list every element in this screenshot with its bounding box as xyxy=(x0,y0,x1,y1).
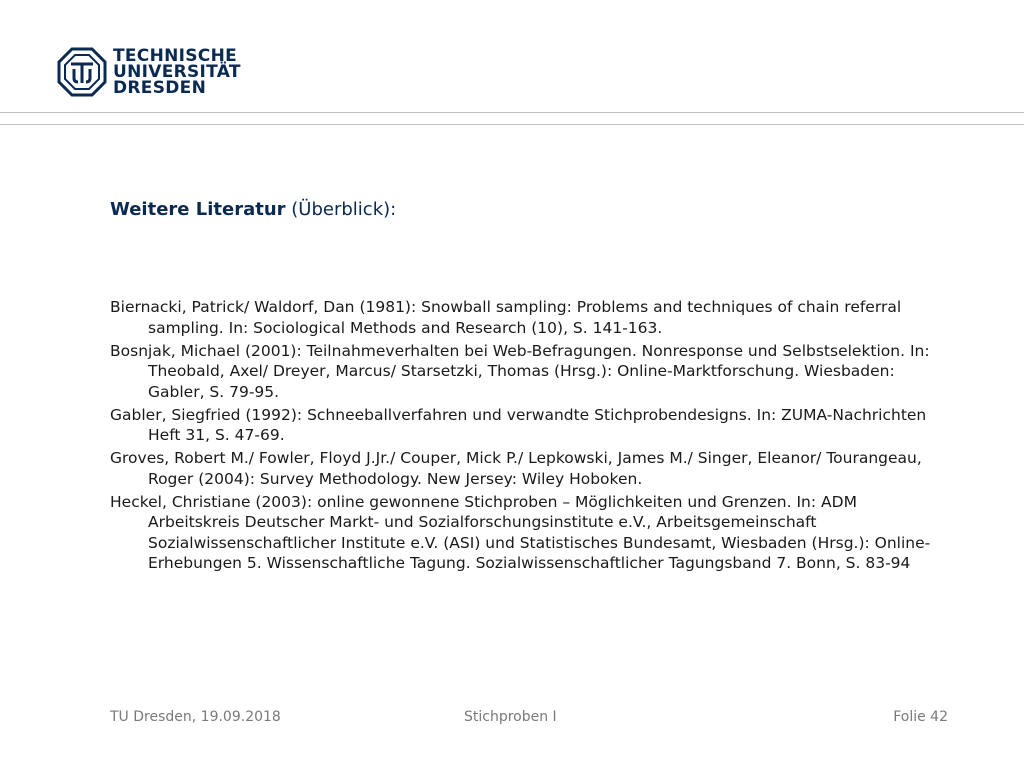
footer-title: Stichproben I xyxy=(464,709,557,725)
reference-list xyxy=(110,297,950,576)
slide-title-rest: (Überblick): xyxy=(291,199,397,220)
reference-item: Bosnjak, Michael (2001): Teilnahmeverhalten bei Web-Befragungen. Nonresponse und Selbstselektion. In: Theobald, Axel/ Dreyer, Marcus/ Starsetzki, Thomas (Hrsg.): Online-Marktforschung. Wiesbaden: Gabler, S. 79-95. xyxy=(110,341,930,401)
reference-item: Biernacki, Patrick/ Waldorf, Dan (1981): Snowball sampling: Problems and techniques of chain referral sampling. In: Sociological Methods and Research (10), S. 141-163. xyxy=(110,298,902,337)
footer-date: TU Dresden, 19.09.2018 xyxy=(110,709,281,725)
tu-dresden-emblem-icon xyxy=(57,47,107,97)
logo-wordmark xyxy=(113,48,241,96)
reference-item: Gabler, Siegfried (1992): Schneeballverfahren und verwandte Stichprobendesigns. In: ZUMA-Nachrichten Heft 31, S. 47-69. xyxy=(110,405,927,444)
reference-item: Groves, Robert M./ Fowler, Floyd J.Jr./ Couper, Mick P./ Lepkowski, James M./ Singer, Eleanor/ Tourangeau, Roger (2004): Survey Methodology. New Jersey: Wiley Hoboken. xyxy=(110,449,922,488)
header-divider-bottom xyxy=(0,124,1024,125)
slide-title-bold: Weitere Literatur xyxy=(110,199,286,220)
tu-dresden-logo xyxy=(57,47,241,97)
footer-slide-number: Folie 42 xyxy=(893,709,948,725)
logo-line-2: UNIVERSITÄT xyxy=(113,62,241,82)
reference-item: Heckel, Christiane (2003): online gewonnene Stichproben – Möglichkeiten und Grenzen. In: ADM Arbeitskreis Deutscher Markt- und Sozialforschungsinstitute e.V., Arbeitsgemeinschaft Sozialwissenschaftlicher Institute e.V. (ASI) und Statistisches Bundesamt, Wiesbaden (Hrsg.): Online-Erhebungen 5. Wissenschaftliche Tagung. Sozialwissenschaftlicher Tagungsband 7. Bonn, S. 83-94 xyxy=(110,492,931,572)
logo-line-3: DRESDEN xyxy=(113,78,207,98)
header-divider-top xyxy=(0,112,1024,113)
logo-line-1: TECHNISCHE xyxy=(113,46,238,66)
slide-title xyxy=(110,199,396,220)
